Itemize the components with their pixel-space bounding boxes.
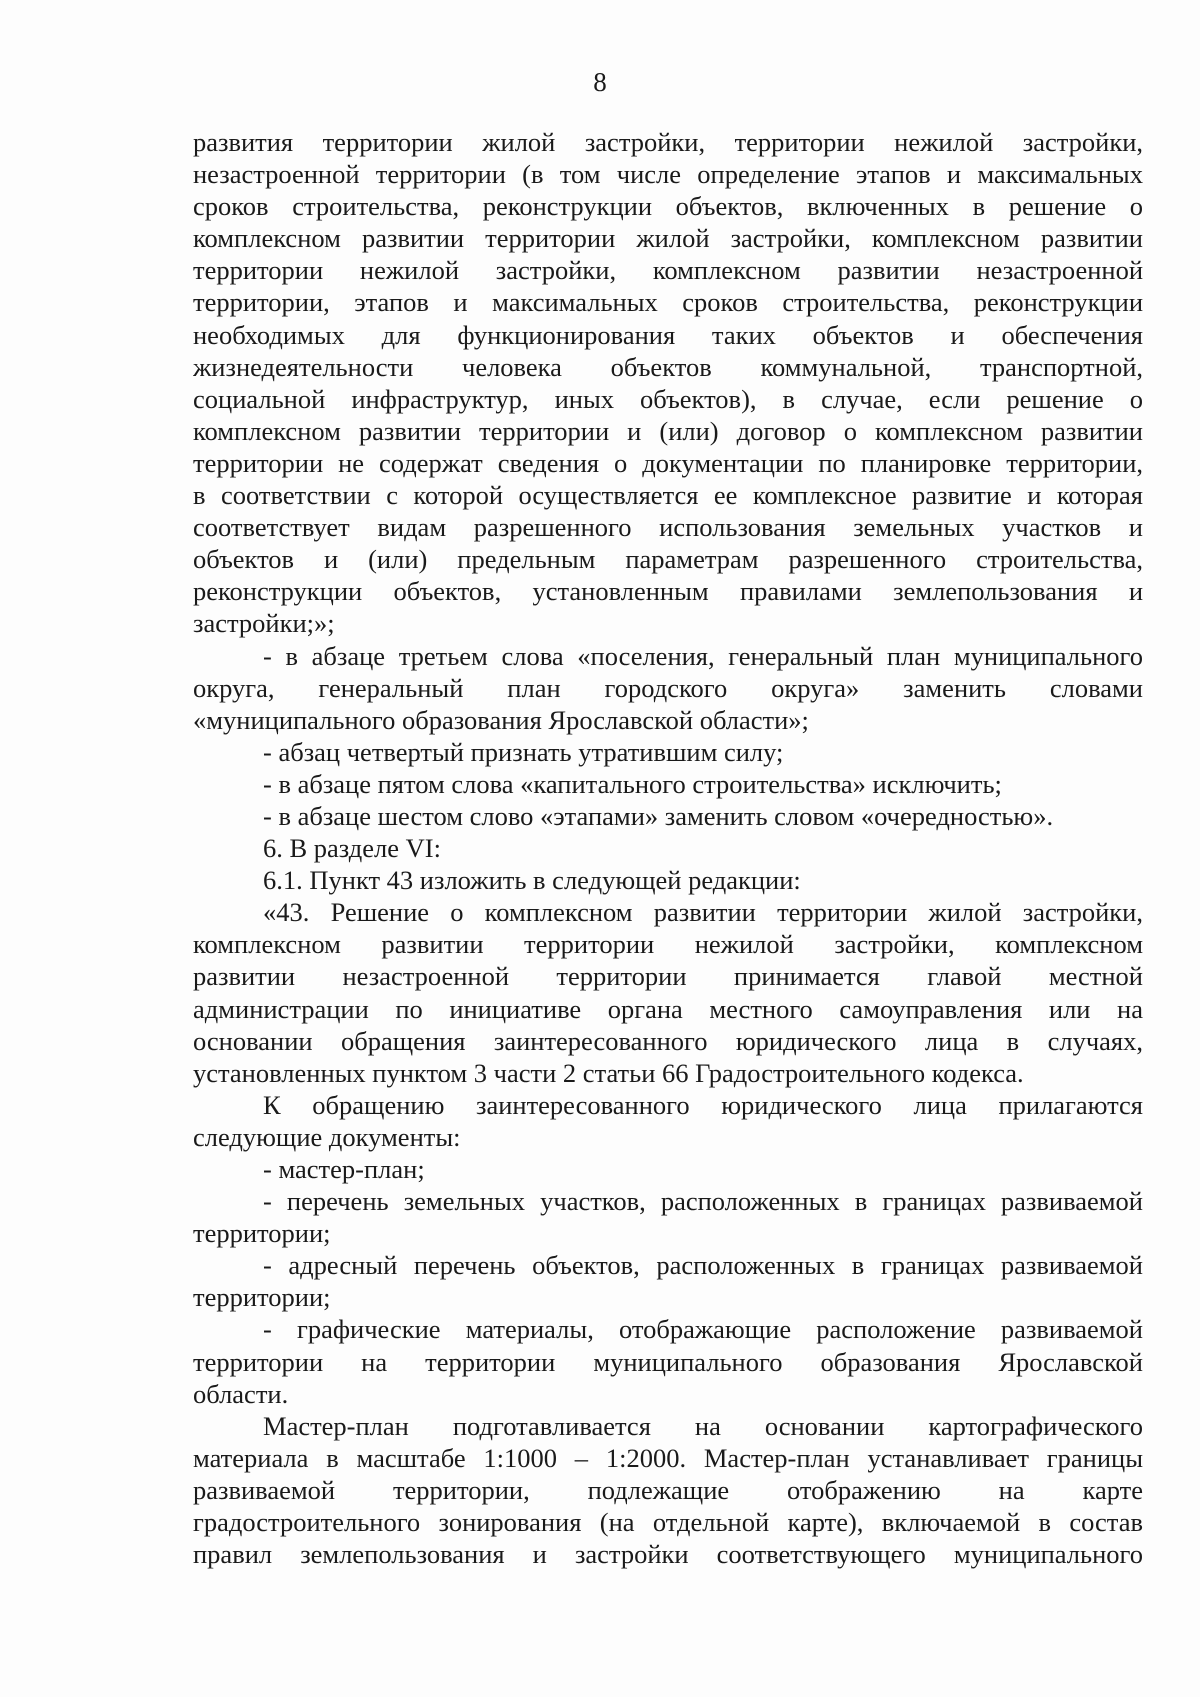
text-line: «43. Решение о комплексном развитии территории жилой застройки,	[263, 897, 1143, 928]
text-line: - мастер-план;	[263, 1154, 425, 1184]
text-line: - адресный перечень объектов, расположенных в границах развиваемой	[263, 1250, 1143, 1281]
text-line: территории нежилой застройки, комплексном развитии незастроенной	[193, 255, 1143, 286]
text-line: 6.1. Пункт 43 изложить в следующей редакции:	[263, 865, 801, 896]
text-line: - графические материалы, отображающие расположение развиваемой	[263, 1314, 1143, 1345]
text-line: реконструкции объектов, установленным правилами землепользования и	[193, 576, 1143, 607]
text-line: администрации по инициативе органа местного самоуправления или на	[193, 993, 1143, 1024]
text-line: развиваемой территории, подлежащие отображению на карте	[193, 1474, 1143, 1505]
text-line: территории;	[193, 1282, 331, 1313]
text-line: Мастер-план подготавливается на основании картографического	[263, 1410, 1143, 1441]
text-line: территории не содержат сведения о документации по планировке территории,	[193, 447, 1143, 478]
text-line: необходимых для функционирования таких объектов и обеспечения	[193, 319, 1143, 350]
text-line: комплексном развитии территории нежилой застройки, комплексном	[193, 929, 1143, 960]
document-body	[193, 126, 1143, 1570]
text-line: установленных пунктом 3 части 2 статьи 66 Градостроительного кодекса.	[193, 1057, 1024, 1088]
text-line: - перечень земельных участков, расположенных в границах развиваемой	[263, 1186, 1143, 1217]
text-line: основании обращения заинтересованного юридического лица в случаях,	[193, 1025, 1143, 1056]
text-line: объектов и (или) предельным параметрам разрешенного строительства,	[193, 544, 1143, 575]
text-line: развитии незастроенной территории принимается главой местной	[193, 961, 1143, 992]
text-line: соответствует видам разрешенного использования земельных участков и	[193, 512, 1143, 543]
text-line: незастроенной территории (в том числе определение этапов и максимальных	[193, 159, 1143, 190]
text-line: следующие документы:	[193, 1121, 461, 1152]
text-line: территории, этапов и максимальных сроков строительства, реконструкции	[193, 287, 1143, 318]
text-line: в соответствии с которой осуществляется ее комплексное развитие и которая	[193, 480, 1143, 511]
text-line: - абзац четвертый признать утратившим силу;	[263, 736, 784, 767]
text-line: материала в масштабе 1:1000 – 1:2000. Мастер-план устанавливает границы	[193, 1442, 1143, 1473]
text-line: области.	[193, 1378, 289, 1409]
text-line: «муниципального образования Ярославской области»;	[193, 704, 809, 735]
text-line: правил землепользования и застройки соответствующего муниципального	[193, 1539, 1143, 1570]
text-line: 6. В разделе VI:	[263, 833, 441, 864]
text-line: сроков строительства, реконструкции объектов, включенных в решение о	[193, 191, 1143, 222]
text-line: комплексном развитии территории и (или) договор о комплексном развитии	[193, 415, 1143, 446]
text-line: - в абзаце шестом слово «этапами» заменить словом «очередностью».	[263, 800, 1054, 831]
text-line: - в абзаце третьем слова «поселения, генеральный план муниципального	[263, 640, 1143, 671]
text-line: - в абзаце пятом слова «капитального строительства» исключить;	[263, 768, 1002, 799]
text-line: территории;	[193, 1218, 331, 1249]
text-line: застройки;»;	[193, 608, 335, 639]
text-line: градостроительного зонирования (на отдельной карте), включаемой в состав	[193, 1507, 1143, 1538]
page-number: 8	[593, 67, 607, 97]
text-line: социальной инфраструктур, иных объектов), в случае, если решение о	[193, 383, 1143, 414]
text-line: развития территории жилой застройки, территории нежилой застройки,	[193, 127, 1143, 157]
text-line: комплексном развитии территории жилой застройки, комплексном развитии	[193, 223, 1143, 254]
text-line: К обращению заинтересованного юридического лица прилагаются	[263, 1089, 1143, 1120]
text-line: жизнедеятельности человека объектов коммунальной, транспортной,	[193, 351, 1143, 382]
text-line: округа, генеральный план городского округа» заменить словами	[193, 672, 1143, 703]
text-line: территории на территории муниципального образования Ярославской	[193, 1346, 1143, 1377]
